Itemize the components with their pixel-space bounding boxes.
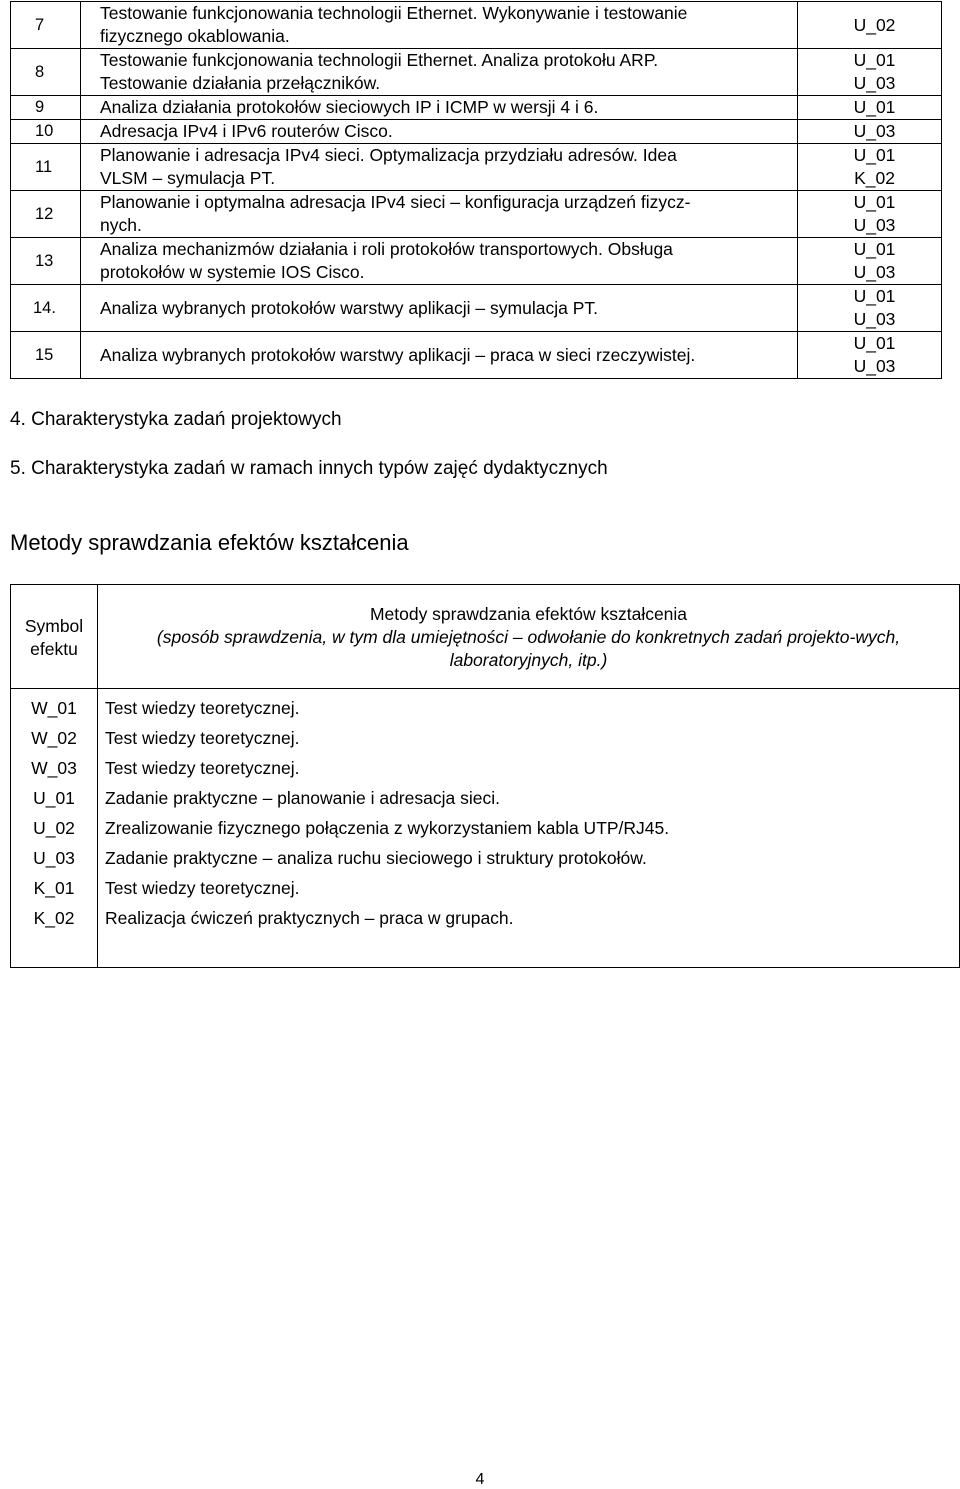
topic-outcome-codes [798, 191, 942, 238]
header-symbol-line2: efektu [30, 638, 78, 659]
topics-table [10, 1, 942, 379]
methods-row [11, 903, 960, 933]
topic-text [81, 191, 798, 238]
topic-outcome-codes [798, 285, 942, 332]
topic-text [81, 49, 798, 96]
topic-text [81, 120, 798, 144]
topic-number: 11 [11, 144, 81, 191]
methods-row [11, 753, 960, 783]
topic-number: 15 [11, 332, 81, 379]
outcome-code: U_03 [853, 262, 896, 282]
topic-text [81, 332, 798, 379]
topic-outcome-codes [798, 332, 942, 379]
method-description: Test wiedzy teoretycznej. [98, 689, 960, 724]
method-symbol: W_02 [11, 723, 98, 753]
methods-empty-row [11, 933, 960, 968]
method-description: Zrealizowanie fizycznego połączenia z wykorzystaniem kabla UTP/RJ45. [98, 813, 960, 843]
methods-row [11, 689, 960, 724]
topic-text-line: Analiza wybranych protokołów warstwy aplikacji – praca w sieci rzeczywistej. [100, 344, 696, 365]
section-4-heading: 4. Charakterystyka zadań projektowych [10, 409, 342, 430]
method-symbol: K_02 [11, 903, 98, 933]
outcome-code: U_01 [853, 145, 896, 165]
methods-row [11, 843, 960, 873]
method-symbol: K_01 [11, 873, 98, 903]
topic-row [11, 332, 942, 379]
topic-outcome-codes [798, 49, 942, 96]
method-symbol: U_03 [11, 843, 98, 873]
topic-text [81, 144, 798, 191]
topic-outcome-codes [798, 96, 942, 120]
topic-outcome-codes [798, 238, 942, 285]
methods-row [11, 723, 960, 753]
methods-table [10, 584, 960, 968]
outcome-code: U_03 [853, 73, 896, 93]
topic-row [11, 49, 942, 96]
method-description: Test wiedzy teoretycznej. [98, 873, 960, 903]
empty-cell [11, 933, 98, 968]
methods-row [11, 783, 960, 813]
topic-text [81, 285, 798, 332]
topic-text-line: Testowanie działania przełączników. [100, 73, 381, 93]
topic-row [11, 285, 942, 332]
topic-text [81, 96, 798, 120]
topic-text [81, 238, 798, 285]
topic-text-line: Planowanie i optymalna adresacja IPv4 sieci – konfiguracja urządzeń fizycz- [100, 192, 691, 212]
topic-text-line: Testowanie funkcjonowania technologii Ethernet. Wykonywanie i testowanie [100, 3, 688, 23]
topic-row [11, 96, 942, 120]
topic-number: 8 [11, 49, 81, 96]
topic-text-line: Analiza działania protokołów sieciowych IP i ICMP w wersji 4 i 6. [100, 97, 599, 117]
method-symbol: U_02 [11, 813, 98, 843]
methods-header-row [11, 585, 960, 689]
outcome-code: U_01 [853, 286, 896, 306]
outcome-code: U_03 [853, 356, 896, 376]
outcome-code: U_01 [853, 50, 896, 70]
topic-text-line: VLSM – symulacja PT. [100, 168, 276, 188]
topic-text-line: protokołów w systemie IOS Cisco. [100, 262, 365, 282]
section-5-heading: 5. Charakterystyka zadań w ramach innych typów zajęć dydaktycznych [10, 458, 608, 479]
method-description: Zadanie praktyczne – planowanie i adresacja sieci. [98, 783, 960, 813]
outcome-code: U_01 [853, 333, 896, 353]
method-description: Test wiedzy teoretycznej. [98, 723, 960, 753]
topic-row [11, 120, 942, 144]
header-methods-title: Metody sprawdzania efektów kształcenia [369, 604, 688, 624]
methods-heading: Metody sprawdzania efektów kształcenia [10, 530, 409, 555]
topic-text-line: nych. [100, 215, 142, 235]
topic-text-line: Analiza wybranych protokołów warstwy aplikacji – symulacja PT. [100, 297, 598, 318]
topic-text-line: Planowanie i adresacja IPv4 sieci. Optymalizacja przydziału adresów. Idea [100, 145, 677, 165]
topic-outcome-codes [798, 144, 942, 191]
outcome-code: U_01 [853, 97, 896, 117]
empty-cell [98, 933, 960, 968]
method-description: Zadanie praktyczne – analiza ruchu sieciowego i struktury protokołów. [98, 843, 960, 873]
topic-row [11, 191, 942, 238]
outcome-code: U_03 [853, 121, 896, 141]
header-symbol-line1: Symbol [24, 615, 84, 636]
header-symbol [11, 585, 98, 689]
outcome-code: U_01 [853, 239, 896, 259]
outcome-code: U_03 [853, 215, 896, 235]
method-description: Realizacja ćwiczeń praktycznych – praca w grupach. [98, 903, 960, 933]
topic-row [11, 2, 942, 49]
topic-number: 12 [11, 191, 81, 238]
methods-row [11, 873, 960, 903]
outcome-code: K_02 [854, 168, 895, 188]
topic-outcome-codes [798, 120, 942, 144]
topic-number: 10 [11, 120, 81, 144]
topic-text [81, 2, 798, 49]
topic-text-line: Analiza mechanizmów działania i roli protokołów transportowych. Obsługa [100, 239, 673, 259]
topic-row [11, 238, 942, 285]
topic-number: 14. [11, 285, 81, 332]
topic-outcome-codes [798, 2, 942, 49]
method-symbol: W_03 [11, 753, 98, 783]
method-symbol: W_01 [11, 689, 98, 724]
page-number: 4 [475, 1471, 485, 1488]
methods-row [11, 813, 960, 843]
outcome-code: U_02 [853, 14, 896, 35]
method-symbol: U_01 [11, 783, 98, 813]
header-methods [98, 585, 960, 689]
topic-text-line: fizycznego okablowania. [100, 26, 290, 46]
method-description: Test wiedzy teoretycznej. [98, 753, 960, 783]
topic-text-line: Testowanie funkcjonowania technologii Ethernet. Analiza protokołu ARP. [100, 50, 659, 70]
outcome-code: U_01 [853, 192, 896, 212]
header-methods-subtitle: (sposób sprawdzenia, w tym dla umiejętności – odwołanie do konkretnych zadań projekto-wych, laboratoryjnych, itp.) [156, 627, 901, 670]
topic-number: 13 [11, 238, 81, 285]
topic-row [11, 144, 942, 191]
topic-number: 9 [11, 96, 81, 120]
topic-number: 7 [11, 2, 81, 49]
topic-text-line: Adresacja IPv4 i IPv6 routerów Cisco. [100, 121, 393, 141]
outcome-code: U_03 [853, 309, 896, 329]
